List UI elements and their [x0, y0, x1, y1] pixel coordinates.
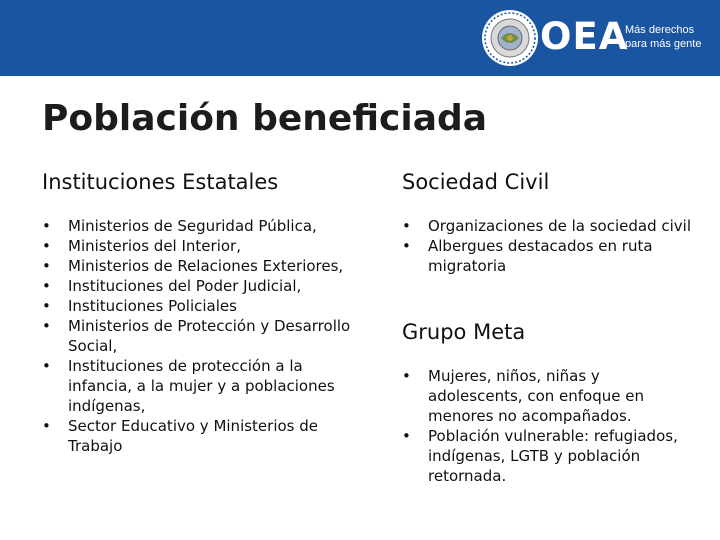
list-item: • Mujeres, niños, niñas y adolescents, con enfoque en menores no acompañados.: [402, 366, 692, 426]
heading-sociedad-civil: Sociedad Civil: [402, 170, 550, 194]
list-instituciones: [42, 216, 352, 456]
logo-text: OEA: [540, 15, 629, 58]
list-item: • Instituciones de protección a la infancia, a la mujer y a poblaciones indígenas,: [42, 356, 352, 416]
list-item: • Ministerios de Relaciones Exteriores,: [42, 256, 352, 276]
tagline-line2: para más gente: [625, 38, 702, 50]
list-item: • Instituciones del Poder Judicial,: [42, 276, 352, 296]
header-bar: [0, 0, 720, 76]
tagline: [625, 23, 705, 51]
list-item: • Ministerios de Protección y Desarrollo Social,: [42, 316, 352, 356]
list-item: • Sector Educativo y Ministerios de Trabajo: [42, 416, 352, 456]
page-title: Población beneficiada: [42, 98, 488, 139]
list-grupo-meta: [402, 366, 692, 486]
list-item: • Ministerios de Seguridad Pública,: [42, 216, 352, 236]
list-item: • Ministerios del Interior,: [42, 236, 352, 256]
oea-logo: [480, 8, 710, 68]
tagline-line1: Más derechos: [625, 24, 695, 36]
list-item: • Organizaciones de la sociedad civil: [402, 216, 692, 236]
heading-grupo-meta: Grupo Meta: [402, 320, 526, 344]
list-sociedad-civil: [402, 216, 692, 276]
list-item: • Población vulnerable: refugiados, indígenas, LGTB y población retornada.: [402, 426, 692, 486]
list-item: • Instituciones Policiales: [42, 296, 352, 316]
seal-icon: [480, 8, 540, 68]
list-item: • Albergues destacados en ruta migratoria: [402, 236, 692, 276]
heading-instituciones-estatales: Instituciones Estatales: [42, 170, 279, 194]
